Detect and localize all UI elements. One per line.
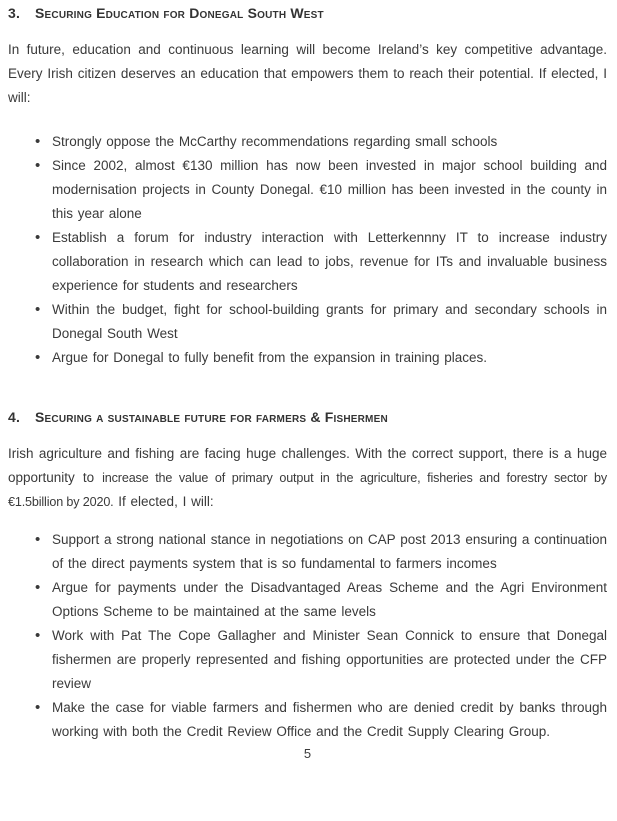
list-item: • Argue for Donegal to fully benefit from the expansion in training places. bbox=[8, 346, 607, 370]
intro-text-condensed: increase the value of primary output in the agriculture, fisheries and forestry sector by €1.5billion by 2020. bbox=[8, 471, 607, 509]
section-3-heading bbox=[8, 4, 607, 23]
intro-text-normal: Irish agriculture and fishing are facing huge challenges. With the correct support, there is a huge opportunity to bbox=[8, 446, 607, 485]
page-number: 5 bbox=[303, 746, 312, 761]
section-4-title: Securing a sustainable future for farmers & Fishermen bbox=[35, 409, 388, 425]
list-item: • Strongly oppose the McCarthy recommendations regarding small schools bbox=[8, 130, 607, 154]
section-4-number: 4. bbox=[8, 409, 21, 425]
section-3-number: 3. bbox=[8, 5, 21, 21]
list-item: • Establish a forum for industry interaction with Letterkennny IT to increase industry collaboration in research which can lead to jobs, revenue for ITs and invaluable business experience for students and researchers bbox=[8, 226, 607, 298]
list-item: • Within the budget, fight for school-building grants for primary and secondary schools in Donegal South West bbox=[8, 298, 607, 346]
intro-text-normal: If elected, I will: bbox=[113, 494, 214, 509]
section-farmers-fishermen bbox=[8, 408, 607, 744]
section-4-heading bbox=[8, 408, 607, 427]
list-item: • Work with Pat The Cope Gallagher and Minister Sean Connick to ensure that Donegal fishermen are properly represented and fishing opportunities are protected under the CFP review bbox=[8, 624, 607, 696]
list-item: • Since 2002, almost €130 million has now been invested in major school building and modernisation projects in County Donegal. €10 million has been invested in the county in this year alone bbox=[8, 154, 607, 226]
section-4-bullet-list bbox=[8, 528, 607, 744]
section-education bbox=[8, 4, 607, 370]
section-4-intro-paragraph bbox=[8, 442, 607, 514]
section-3-title: Securing Education for Donegal South West bbox=[35, 5, 324, 21]
list-item: • Support a strong national stance in negotiations on CAP post 2013 ensuring a continuation of the direct payments system that is so fundamental to farmers incomes bbox=[8, 528, 607, 576]
section-3-bullet-list bbox=[8, 130, 607, 370]
section-3-intro-paragraph: In future, education and continuous learning will become Ireland’s key competitive advantage. Every Irish citizen deserves an education that empowers them to reach their potential. If elected, I will: bbox=[8, 42, 607, 105]
list-item: • Argue for payments under the Disadvantaged Areas Scheme and the Agri Environment Options Scheme to be maintained at the same levels bbox=[8, 576, 607, 624]
list-item: • Make the case for viable farmers and fishermen who are denied credit by banks through working with both the Credit Review Office and the Credit Supply Clearing Group. bbox=[8, 696, 607, 744]
